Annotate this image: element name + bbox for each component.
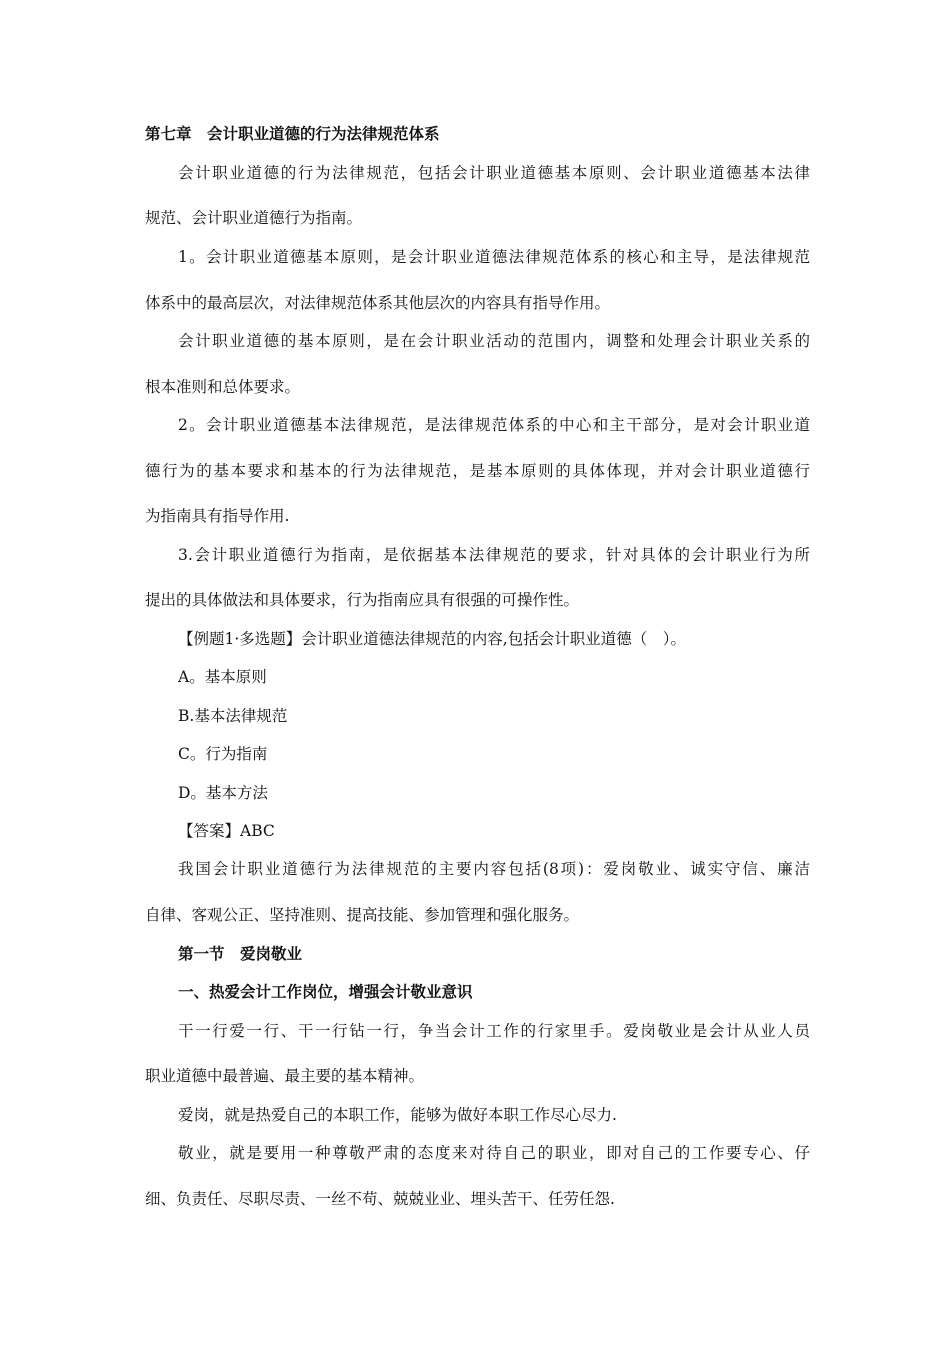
chapter-title: 第七章 会计职业道德的行为法律规范体系: [145, 125, 440, 143]
paragraph-respect-line-2: 细、负责任、尽职尽责、一丝不苟、兢兢业业、埋头苦干、任劳任怨.: [145, 1190, 615, 1208]
paragraph-2-line-2: 德行为的基本要求和基本的行为法律规范，是基本原则的具体体现，并对会计职业道德行: [145, 462, 810, 480]
paragraph-1-line-1: 1。会计职业道德基本原则，是会计职业道德法律规范体系的核心和主导，是法律规范: [178, 248, 810, 266]
paragraph-1-line-2: 体系中的最高层次，对法律规范体系其他层次的内容具有指导作用。: [145, 294, 611, 312]
subsection-title: 一、热爱会计工作岗位，增强会计敬业意识: [178, 983, 473, 1001]
option-d: D。基本方法: [178, 784, 268, 802]
option-b: B.基本法律规范: [178, 707, 288, 725]
paragraph-content-line-1: 我国会计职业道德行为法律规范的主要内容包括(8项)：爱岗敬业、诚实守信、廉洁: [178, 860, 810, 878]
paragraph-principle-line-1: 会计职业道德的基本原则，是在会计职业活动的范围内，调整和处理会计职业关系的: [178, 332, 810, 350]
option-c: C。行为指南: [178, 745, 268, 763]
paragraph-3-line-2: 提出的具体做法和具体要求，行为指南应具有很强的可操作性。: [145, 591, 580, 609]
paragraph-dedication-line-2: 职业道德中最普遍、最主要的基本精神。: [145, 1067, 425, 1085]
example-question: 【例题1·多选题】会计职业道德法律规范的内容,包括会计职业道德（ ）。: [178, 630, 686, 648]
section-title: 第一节 爱岗敬业: [178, 945, 303, 963]
paragraph-respect-line-1: 敬业，就是要用一种尊敬严肃的态度来对待自己的职业，即对自己的工作要专心、仔: [178, 1144, 810, 1162]
paragraph-3-line-1: 3.会计职业道德行为指南，是依据基本法律规范的要求，针对具体的会计职业行为所: [178, 546, 810, 564]
answer: 【答案】ABC: [178, 822, 275, 840]
paragraph-intro-line-1: 会计职业道德的行为法律规范，包括会计职业道德基本原则、会计职业道德基本法律: [178, 164, 810, 182]
paragraph-intro-line-2: 规范、会计职业道德行为指南。: [145, 209, 363, 227]
paragraph-dedication-line-1: 干一行爱一行、干一行钻一行，争当会计工作的行家里手。爱岗敬业是会计从业人员: [178, 1022, 810, 1040]
paragraph-love-post: 爱岗，就是热爱自己的本职工作，能够为做好本职工作尽心尽力.: [178, 1106, 617, 1124]
paragraph-content-line-2: 自律、客观公正、坚持准则、提高技能、参加管理和强化服务。: [145, 906, 580, 924]
option-a: A。基本原则: [178, 668, 267, 686]
paragraph-2-line-1: 2。会计职业道德基本法律规范，是法律规范体系的中心和主干部分，是对会计职业道: [178, 416, 810, 434]
paragraph-2-line-3: 为指南具有指导作用.: [145, 507, 290, 525]
paragraph-principle-line-2: 根本准则和总体要求。: [145, 378, 301, 396]
